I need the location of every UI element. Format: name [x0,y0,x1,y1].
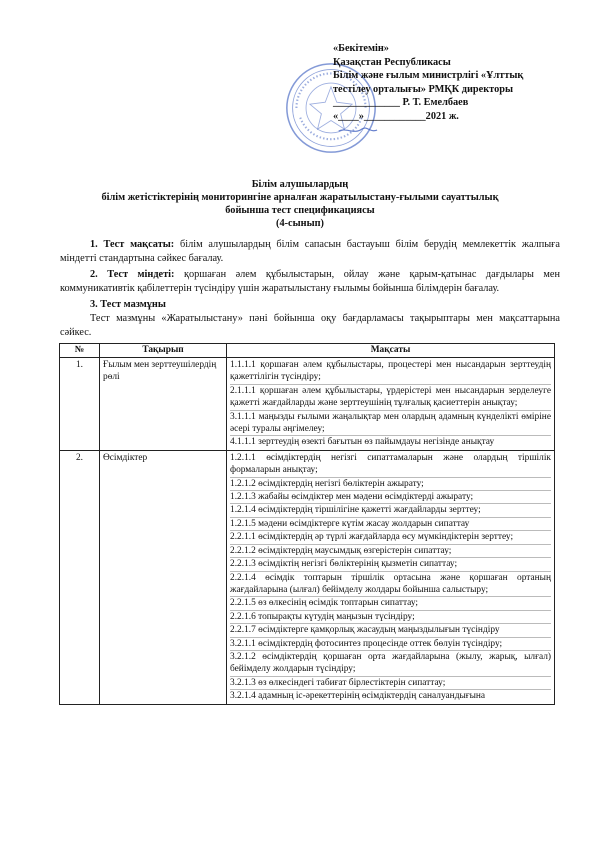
objective-item: 2.2.1.4 өсімдік топтарын тіршілік ортасына және қоршаған ортаның жағдайларына (ылғал) бейімделу жолдары бойынша салыстыру; [230,572,551,598]
section-task [60,268,560,296]
section-label: 2. Тест міндеті: [90,269,175,280]
row-objectives [227,358,555,451]
column-header-topic: Тақырып [100,344,227,358]
approval-line: Қазақстан Республикасы [333,56,451,68]
objective-item: 3.2.1.3 өз өлкесіндегі табиғат бірлестіктерін сипаттау; [230,677,551,690]
row-number: 1. [60,358,100,451]
table-row [60,450,555,704]
objective-item: 3.2.1.4 адамның іс-әрекеттерінің өсімдіктердің саналуандығына [230,691,486,702]
approval-date-line: «____»____________2021 ж. [333,110,459,122]
specification-table [59,343,555,705]
section-label: 1. Тест мақсаты: [90,239,175,250]
objective-item: 1.2.1.4 өсімдіктердің тіршілігіне қажетті жағдайларды зерттеу; [230,504,551,517]
objective-item: 3.2.1.2 өсімдіктердің қоршаған орта жағдайларына (жылу, жарық, ылғал) бейімделу жолдарын түсіндіру; [230,651,551,677]
objective-item: 2.2.1.3 өсімдіктің негізгі бөліктерінің қызметін сипаттау; [230,558,551,571]
table-row [60,358,555,451]
row-number: 2. [60,450,100,704]
objective-item: 2.2.1.6 топырақты күтудің маңызын түсіндіру; [230,611,551,624]
objective-item: 1.2.1.1 өсімдіктердің негізгі сипаттамаларын және олардың тіршілік формаларын анықтау; [230,452,551,478]
table-body [60,358,555,705]
title-line: Білім алушылардың [251,179,349,190]
column-header-number: № [60,344,100,358]
objective-item: 4.1.1.1 зерттеудің өзекті бағытын өз пайымдауы негізінде анықтау [230,437,495,448]
column-header-objectives: Мақсаты [227,344,555,358]
title-line: (4-сынып) [276,218,324,229]
row-topic: Ғылым мен зерттеушілердің рөлі [100,358,227,451]
objective-item: 3.2.1.1 өсімдіктердің фотосинтез процесінде оттек бөлуін түсіндіру; [230,638,551,651]
table-header-row [60,344,555,358]
section-content-heading: 3. Тест мазмұны [90,299,166,310]
document-body [60,238,560,342]
approval-block [333,42,573,124]
objective-item: 1.2.1.3 жабайы өсімдіктер мен мәдени өсімдіктерді ажырату; [230,491,551,504]
title-line: бойынша тест спецификациясы [225,205,375,216]
approval-line: тестілеу орталығы» РМҚК директоры [333,83,513,95]
document-title [30,178,570,230]
approval-line: Білім және ғылым министрлігі «Ұлттық [333,70,524,82]
objective-item: 1.2.1.2 өсімдіктердің негізгі бөліктерін ажырату; [230,478,551,491]
objective-item: 1.1.1.1 қоршаған әлем құбылыстары, процестері мен нысандарын зерттеудің қажеттілігін түсіндіру; [230,359,551,385]
section-purpose [60,238,560,266]
objective-item: 2.1.1.1 қоршаған әлем құбылыстары, үрдерістері мен нысандарын зерделеуге қажетті жағдайларды және зерттеушінің тұлғалық қасиеттерін анықтау; [230,385,551,411]
section-content-text: Тест мазмұны «Жаратылыстану» пәні бойынша оқу бағдарламасы тақырыптары мен мақсаттарына сәйкес. [60,313,560,338]
objective-item: 3.1.1.1 маңызды ғылыми жаңалықтар мен олардың адамның күнделікті өміріне әсері туралы әңгімелеу; [230,411,551,437]
objective-item: 1.2.1.5 мәдени өсімдіктерге күтім жасау жолдарын сипаттау [230,518,551,531]
row-objectives [227,450,555,704]
approval-line: «Бекітемін» [333,43,389,54]
approval-signature-line: _____________ Р. Т. Емелбаев [333,97,469,109]
objective-item: 2.2.1.2 өсімдіктердің маусымдық өзгерістерін сипаттау; [230,545,551,558]
section-text: білім алушылардың білім сапасын бастауыш білім берудің мемлекеттік жалпыға міндетті стандартына сәйкес бағалау. [60,239,560,264]
title-line: білім жетістіктерінің мониторингіне арналған жаратылыстану-ғылыми сауаттылық [101,192,499,203]
objective-item: 2.2.1.7 өсімдіктерге қамқорлық жасаудың маңыздылығын түсіндіру [230,624,551,637]
row-topic: Өсімдіктер [100,450,227,704]
objective-item: 2.2.1.5 өз өлкесінің өсімдік топтарын сипаттау; [230,597,551,610]
section-text: қоршаған әлем құбылыстарын, ойлау және қарым-қатынас дағдылары мен коммуникативтік қабілеттерін түсіндіру үшін жаратылыстану ғылымы бойынша білімдерін бағалау. [60,269,560,294]
objective-item: 2.2.1.1 өсімдіктердің әр түрлі жағдайларда өсу мүмкіндіктерін зерттеу; [230,531,551,544]
